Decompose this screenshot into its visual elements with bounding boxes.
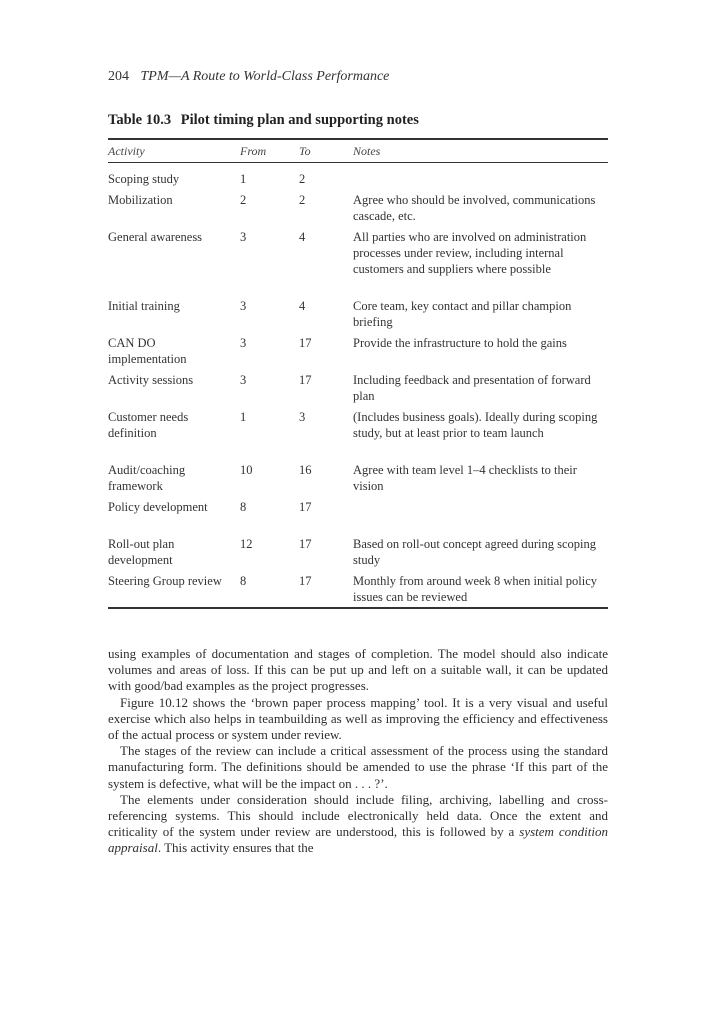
table-row bbox=[108, 462, 608, 499]
table-body bbox=[108, 171, 608, 607]
emphasized-term: system condition appraisal bbox=[108, 824, 608, 856]
cell-from: 3 bbox=[240, 299, 247, 313]
table-header-rule bbox=[108, 162, 608, 163]
cell-to: 17 bbox=[299, 537, 312, 551]
cell-activity: General awareness bbox=[108, 230, 203, 244]
table-row bbox=[108, 573, 608, 607]
column-header-from: From bbox=[240, 144, 267, 158]
cell-to: 16 bbox=[299, 463, 312, 477]
table-caption-title: Pilot timing plan and supporting notes bbox=[180, 112, 419, 128]
table-caption-number: Table 10.3 bbox=[108, 112, 172, 128]
cell-activity: Customer needs definition bbox=[108, 410, 189, 440]
cell-from: 1 bbox=[240, 172, 247, 186]
cell-from: 8 bbox=[240, 574, 247, 588]
cell-to: 4 bbox=[299, 299, 306, 313]
column-header-activity: Activity bbox=[108, 144, 145, 158]
cell-activity: Steering Group review bbox=[108, 574, 222, 588]
cell-from: 3 bbox=[240, 336, 247, 350]
cell-to: 17 bbox=[299, 373, 312, 387]
cell-from: 3 bbox=[240, 373, 247, 387]
table-row bbox=[108, 298, 608, 335]
cell-activity: Activity sessions bbox=[108, 373, 194, 387]
cell-from: 2 bbox=[240, 193, 247, 207]
column-header-to: To bbox=[299, 144, 311, 158]
cell-notes: Based on roll-out concept agreed during scoping study bbox=[353, 537, 596, 567]
paragraph-text: . This activity ensures that the bbox=[157, 840, 314, 856]
table-top-rule bbox=[108, 138, 608, 140]
table-row bbox=[108, 499, 608, 536]
paragraph: using examples of documentation and stages of completion. The model should also indicate volumes and areas of loss. If this can be put up and left on a suitable wall, it can be updated with good/bad examples as the project progresses. bbox=[108, 646, 608, 694]
paragraph bbox=[108, 792, 608, 857]
cell-notes: Agree with team level 1–4 checklists to their vision bbox=[353, 463, 577, 493]
cell-to: 17 bbox=[299, 500, 312, 514]
cell-notes: Monthly from around week 8 when initial policy issues can be reviewed bbox=[353, 574, 598, 604]
paragraph: Figure 10.12 shows the ‘brown paper process mapping’ tool. It is a very visual and useful exercise which also helps in teambuilding as well as improving the efficiency and effectiveness of the actual process or system under review. bbox=[108, 694, 608, 743]
table-row bbox=[108, 536, 608, 573]
cell-from: 3 bbox=[240, 230, 247, 244]
cell-notes: Core team, key contact and pillar champion briefing bbox=[353, 299, 572, 329]
paragraph: The stages of the review can include a critical assessment of the process using the standard manufacturing form. The definitions should be amended to use the phrase ‘If this part of the system is defective, what will be the impact on . . . ?’. bbox=[108, 743, 608, 791]
table-caption bbox=[108, 112, 419, 129]
cell-notes: Including feedback and presentation of forward plan bbox=[353, 373, 591, 403]
table-row bbox=[108, 229, 608, 298]
body-text bbox=[108, 646, 608, 857]
cell-notes: Provide the infrastructure to hold the gains bbox=[353, 336, 567, 350]
paragraph-text: The elements under consideration should include filing, archiving, labelling and cross-referencing systems. This should include electronically held data. Once the extent and criticality of the system under review are understood, this is followed by a bbox=[108, 791, 608, 840]
book-title: TPM—A Route to World-Class Performance bbox=[140, 69, 390, 84]
cell-activity: Audit/coaching framework bbox=[108, 463, 186, 493]
cell-from: 8 bbox=[240, 500, 247, 514]
column-header-notes: Notes bbox=[353, 144, 381, 158]
table-row bbox=[108, 335, 608, 372]
table-row bbox=[108, 192, 608, 229]
cell-to: 2 bbox=[299, 172, 306, 186]
cell-activity: CAN DO implementation bbox=[108, 336, 187, 366]
cell-notes: (Includes business goals). Ideally during scoping study, but at least prior to team launch bbox=[353, 410, 598, 440]
cell-to: 3 bbox=[299, 410, 306, 424]
table-header bbox=[108, 144, 608, 160]
cell-activity: Roll-out plan development bbox=[108, 537, 175, 567]
running-head bbox=[108, 69, 389, 85]
cell-activity: Scoping study bbox=[108, 172, 180, 186]
cell-to: 17 bbox=[299, 574, 312, 588]
cell-from: 12 bbox=[240, 537, 253, 551]
cell-to: 17 bbox=[299, 336, 312, 350]
table-bottom-rule bbox=[108, 607, 608, 609]
cell-activity: Mobilization bbox=[108, 193, 173, 207]
cell-activity: Initial training bbox=[108, 299, 180, 313]
cell-notes: Agree who should be involved, communications cascade, etc. bbox=[353, 193, 596, 223]
cell-notes: All parties who are involved on administration processes under review, including internal customers and suppliers where possible bbox=[353, 230, 587, 276]
table-row bbox=[108, 171, 608, 192]
page-number: 204 bbox=[108, 69, 129, 84]
table-row bbox=[108, 409, 608, 462]
cell-activity: Policy development bbox=[108, 500, 208, 514]
table-row bbox=[108, 372, 608, 409]
cell-to: 2 bbox=[299, 193, 306, 207]
cell-to: 4 bbox=[299, 230, 306, 244]
cell-from: 10 bbox=[240, 463, 253, 477]
cell-from: 1 bbox=[240, 410, 247, 424]
